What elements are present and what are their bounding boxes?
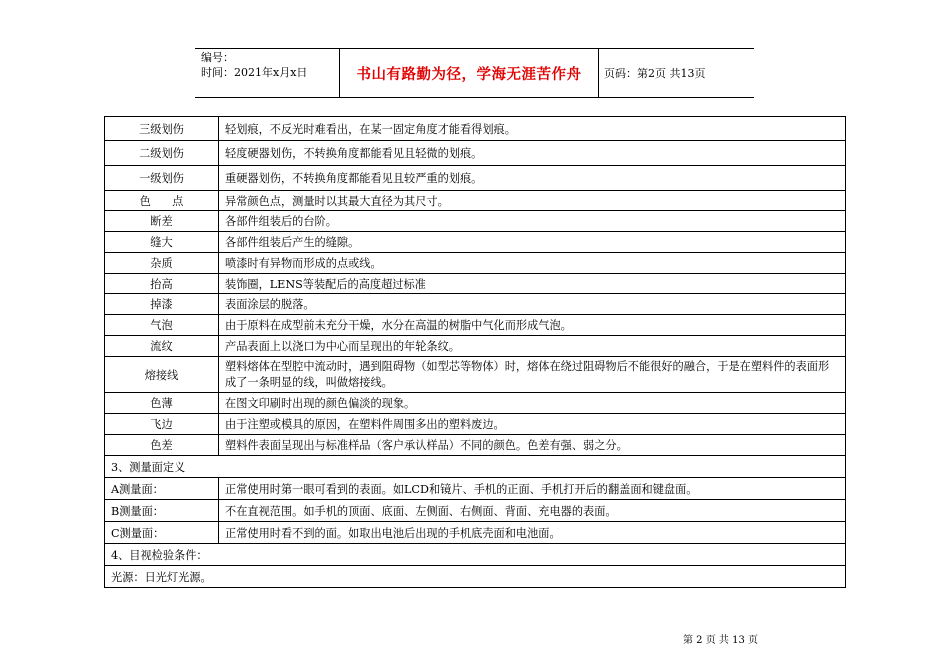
- surface-description: 正常使用时看不到的面。如取出电池后出现的手机底壳面和电池面。: [219, 522, 846, 544]
- surface-description: 正常使用时第一眼可看到的表面。如LCD和镜片、手机的正面、手机打开后的翻盖面和键盘面。: [219, 478, 846, 500]
- table-row: [105, 294, 846, 315]
- time-label: 时间：2021年x月x日: [201, 66, 308, 79]
- section-4-title: 4、目视检验条件：: [105, 544, 846, 566]
- header-slogan: 书山有路勤为径，学海无涯苦作舟: [340, 49, 599, 97]
- surface-description: 不在直视范围。如手机的顶面、底面、左侧面、右侧面、背面、充电器的表面。: [219, 500, 846, 522]
- defect-description: 表面涂层的脱落。: [219, 294, 846, 315]
- defect-term: 气泡: [105, 315, 219, 336]
- defect-description: 轻度硬器划伤，不转换角度都能看见且轻微的划痕。: [219, 141, 846, 166]
- light-source-text: 光源：日光灯光源。: [105, 566, 846, 588]
- defect-description: 塑料件表面呈现出与标准样品（客户承认样品）不同的颜色。色差有强、弱之分。: [219, 435, 846, 456]
- surface-term: C测量面：: [105, 522, 219, 544]
- table-row: [105, 435, 846, 456]
- defect-term: 飞边: [105, 414, 219, 435]
- section-heading-row: [105, 456, 846, 478]
- section-3-title: 3、测量面定义: [105, 456, 846, 478]
- defect-term: 色薄: [105, 393, 219, 414]
- defect-description: 喷漆时有异物而形成的点或线。: [219, 253, 846, 274]
- defect-term: 一级划伤: [105, 166, 219, 191]
- table-row: [105, 393, 846, 414]
- defect-term: 二级划伤: [105, 141, 219, 166]
- table-row: [105, 274, 846, 294]
- defect-term: 杂质: [105, 253, 219, 274]
- table-row: [105, 117, 846, 141]
- defect-description: 异常颜色点，测量时以其最大直径为其尺寸。: [219, 191, 846, 211]
- defect-description: 重硬器划伤，不转换角度都能看见且较严重的划痕。: [219, 166, 846, 191]
- table-row: [105, 211, 846, 232]
- table-row: [105, 566, 846, 588]
- defect-term: 熔接线: [105, 357, 219, 393]
- table-row: [105, 522, 846, 544]
- defect-term: 流纹: [105, 336, 219, 357]
- page-header: [195, 48, 754, 98]
- table-row: [105, 357, 846, 393]
- defect-term: 抬高: [105, 274, 219, 294]
- defect-description: 由于注塑或模具的原因，在塑料件周围多出的塑料废边。: [219, 414, 846, 435]
- defect-term: 断差: [105, 211, 219, 232]
- defect-term: 掉漆: [105, 294, 219, 315]
- defect-description: 各部件组装后的台阶。: [219, 211, 846, 232]
- table-row: [105, 166, 846, 191]
- defect-description: 由于原料在成型前未充分干燥，水分在高温的树脂中气化而形成气泡。: [219, 315, 846, 336]
- table-row: [105, 141, 846, 166]
- table-row: [105, 500, 846, 522]
- table-row: [105, 315, 846, 336]
- surface-term: A测量面：: [105, 478, 219, 500]
- table-row: [105, 478, 846, 500]
- defect-term: 缝大: [105, 232, 219, 253]
- table-row: [105, 191, 846, 211]
- defect-term: 色差: [105, 435, 219, 456]
- defect-description: 装饰圈，LENS等装配后的高度超过标准: [219, 274, 846, 294]
- number-label: 编号：: [201, 51, 234, 64]
- header-meta: [195, 49, 340, 97]
- header-page-code: 页码：第2页 共13页: [604, 67, 706, 80]
- defect-description: 在图文印刷时出现的颜色偏淡的现象。: [219, 393, 846, 414]
- table-row: [105, 414, 846, 435]
- defect-definition-table: [104, 116, 846, 588]
- defect-description: 产品表面上以浇口为中心而呈现出的年轮条纹。: [219, 336, 846, 357]
- defect-description: 轻划痕，不反光时难看出，在某一固定角度才能看得划痕。: [219, 117, 846, 141]
- table-row: [105, 232, 846, 253]
- defect-description: 塑料熔体在型腔中流动时，遇到阻碍物（如型芯等物体）时，熔体在绕过阻碍物后不能很好的融合，于是在塑料件的表面形成了一条明显的线，叫做熔接线。: [219, 357, 846, 393]
- page-footer: 第 2 页 共 13 页: [683, 635, 758, 646]
- section-heading-row: [105, 544, 846, 566]
- defect-term: 色 点: [105, 191, 219, 211]
- surface-term: B测量面：: [105, 500, 219, 522]
- table-row: [105, 336, 846, 357]
- table-row: [105, 253, 846, 274]
- defect-description: 各部件组装后产生的缝隙。: [219, 232, 846, 253]
- defect-term: 三级划伤: [105, 117, 219, 141]
